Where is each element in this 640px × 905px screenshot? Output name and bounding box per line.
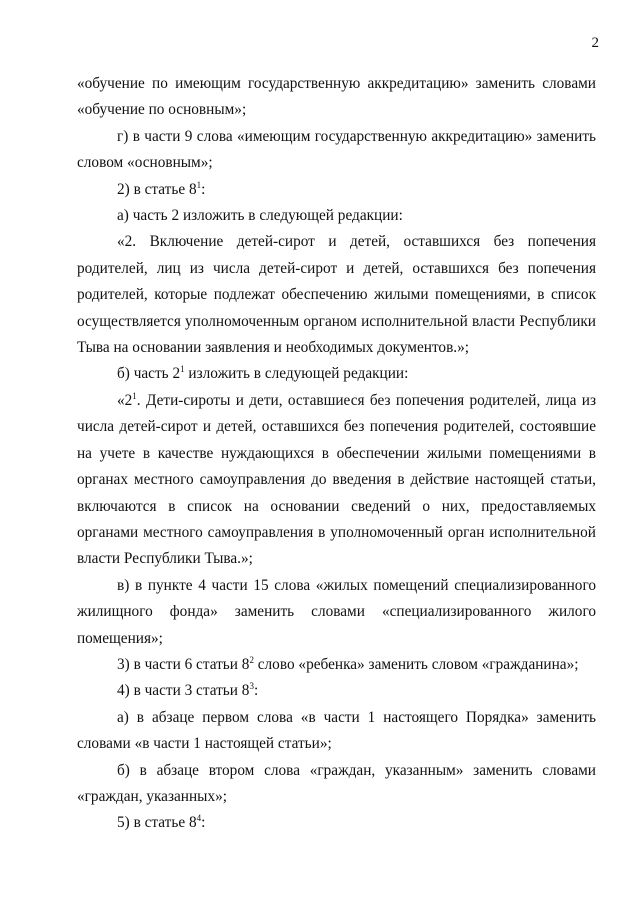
paragraph-text: «2 — [117, 391, 133, 409]
paragraph — [77, 361, 596, 387]
paragraph-text: . Дети-сироты и дети, оставшиеся без попечения родителей, лица из числа детей-сирот и детей, оставшихся без попечения родителей, состоявшие на учете в качестве нуждающихся в обеспечении жилыми помещениями в органах местного самоуправления до введения в действие настоящей статьи, включаются в список на основании сведений о них, предоставляемых органами местного самоуправления в уполномоченный орган исполнительной власти Республики Тыва.»; — [77, 391, 596, 568]
paragraph — [77, 678, 596, 704]
paragraph — [77, 705, 596, 758]
paragraph-text: 3) в части 6 статьи 8 — [117, 655, 250, 673]
paragraph-text: 4) в части 3 статьи 8 — [117, 682, 250, 700]
paragraph-text: а) часть 2 изложить в следующей редакции: — [117, 207, 403, 225]
superscript-index: 1 — [196, 179, 202, 190]
paragraph-text: б) часть 2 — [117, 365, 181, 383]
page-number: 2 — [591, 35, 599, 51]
paragraph — [77, 229, 596, 361]
superscript-index: 1 — [132, 390, 137, 401]
paragraph-text: 2) в статье 8 — [117, 180, 197, 198]
paragraph — [77, 758, 596, 811]
paragraph-text: г) в части 9 слова «имеющим государственную аккредитацию» заменить словом «основным»; — [77, 127, 596, 172]
paragraph — [77, 388, 596, 573]
paragraph — [77, 652, 596, 678]
paragraph-text: б) в абзаце втором слова «граждан, указанным» заменить словами «граждан, указанных»; — [77, 761, 596, 805]
superscript-index: 2 — [249, 654, 254, 665]
document-body — [77, 71, 596, 837]
paragraph — [77, 203, 596, 229]
paragraph — [77, 71, 596, 124]
paragraph — [77, 810, 596, 836]
superscript-index: 1 — [180, 364, 185, 375]
paragraph — [77, 124, 596, 177]
superscript-index: 4 — [196, 813, 202, 824]
superscript-index: 3 — [249, 681, 254, 692]
paragraph-text: изложить в следующей редакции: — [184, 365, 409, 383]
paragraph-text: слово «ребенка» заменить словом «гражданина»; — [253, 655, 579, 673]
paragraph-text: : — [201, 814, 206, 832]
paragraph-text: 5) в статье 8 — [117, 814, 197, 832]
paragraph-text: : — [253, 682, 259, 700]
paragraph-text: а) в абзаце первом слова «в части 1 настоящего Порядка» заменить словами «в части 1 настоящей статьи»; — [77, 708, 596, 753]
paragraph — [77, 177, 596, 203]
paragraph-text: «2. Включение детей-сирот и детей, оставшихся без попечения родителей, лиц из числа детей-сирот и детей, оставшихся без попечения родителей, которые подлежат обеспечению жилыми помещениями, в список осуществляется уполномоченным органом исполнительной власти Республики Тыва на основании заявления и необходимых документов.»; — [77, 233, 596, 357]
paragraph — [77, 573, 596, 652]
paragraph-text: : — [201, 180, 206, 198]
paragraph-text: «обучение по имеющим государственную аккредитацию» заменить словами «обучение по основным»; — [77, 75, 596, 119]
paragraph-text: в) в пункте 4 части 15 слова «жилых помещений специализированного жилищного фонда» заменить словами «специализированного жилого помещения»; — [77, 576, 596, 647]
